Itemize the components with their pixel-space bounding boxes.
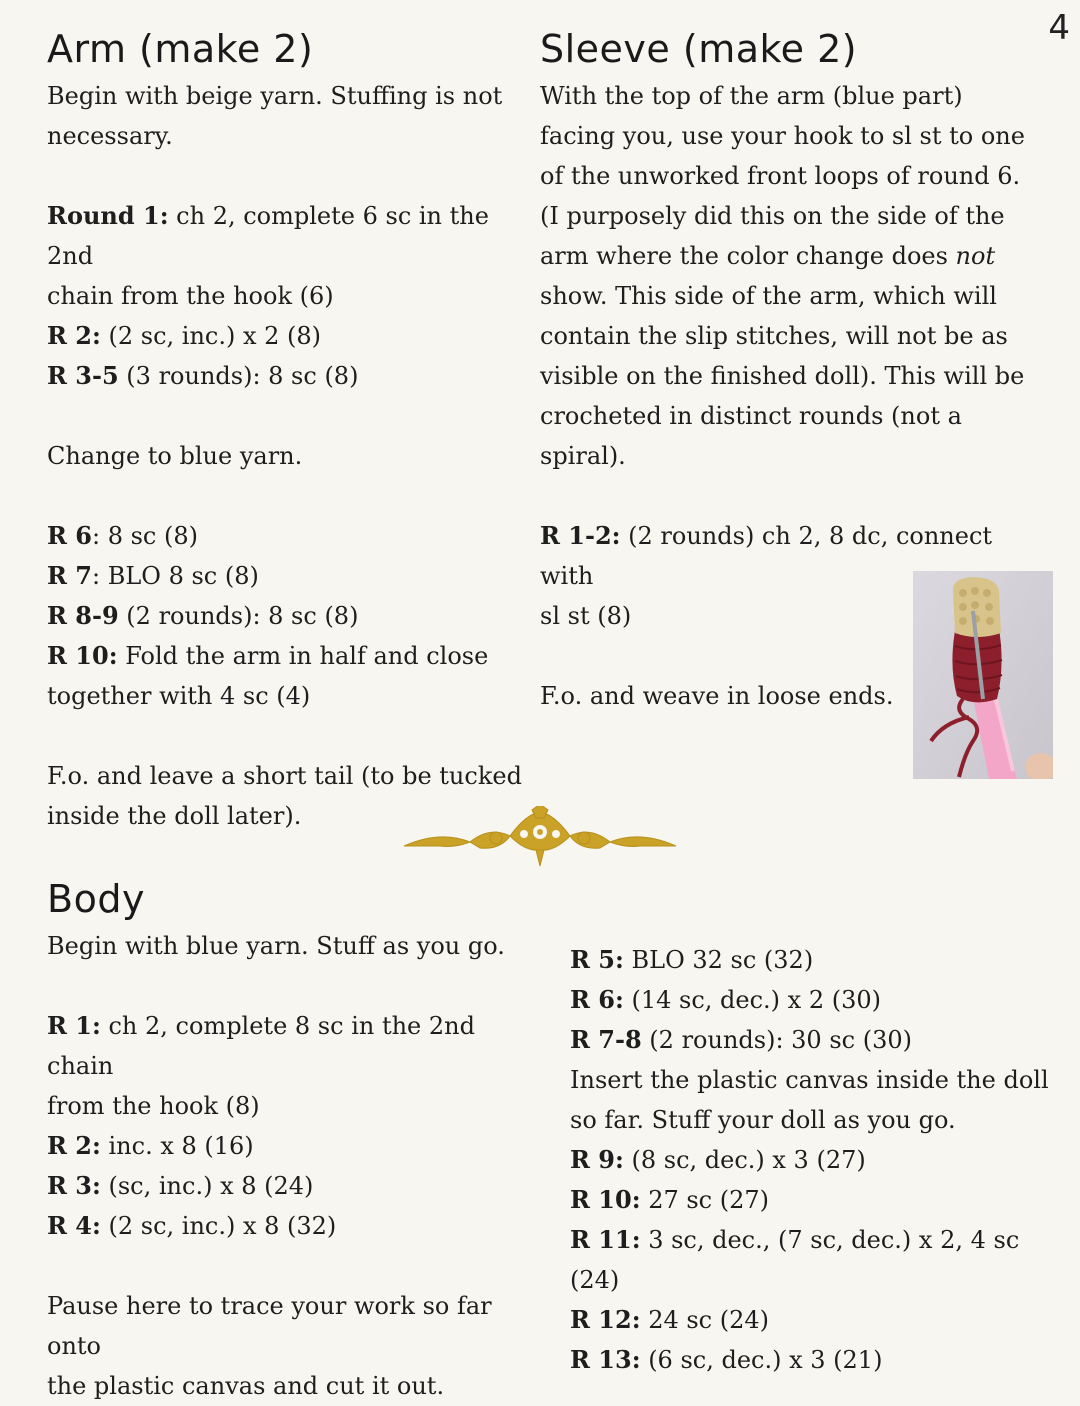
arm-intro-line-1: Begin with beige yarn. Stuffing is not	[47, 82, 503, 110]
round-label: R 10:	[47, 641, 118, 670]
sleeve-line-text: arm where the color change does	[540, 242, 956, 270]
body-round-1	[47, 1006, 547, 1086]
sleeve-line: crocheted in distinct rounds (not a	[540, 402, 962, 430]
arm-section	[47, 26, 527, 836]
body-round-2	[47, 1126, 547, 1166]
sleeve-line: spiral).	[540, 442, 626, 470]
emphasis-not: not	[955, 242, 996, 270]
round-text: ch 2, complete 8 sc in the 2nd chain	[47, 1012, 475, 1080]
body-instruction-line: so far. Stuff your doll as you go.	[570, 1106, 956, 1134]
body-section	[47, 876, 547, 1406]
round-label: R 12:	[570, 1305, 641, 1334]
body-pause-line-1: Pause here to trace your work so far onto	[47, 1292, 492, 1360]
round-text: (2 rounds): 8 sc (8)	[118, 602, 359, 630]
sleeve-line: visible on the finished doll). This will be	[540, 362, 1025, 390]
round-label: R 6	[47, 521, 92, 550]
round-text: (14 sc, dec.) x 2 (30)	[623, 986, 881, 1014]
round-text: BLO 32 sc (32)	[623, 946, 814, 974]
body-round-line	[570, 1220, 1060, 1300]
round-label: R 6:	[570, 985, 624, 1014]
sleeve-finish: F.o. and weave in loose ends.	[540, 682, 894, 710]
body-round-line	[570, 980, 1060, 1020]
body-round-4	[47, 1206, 547, 1246]
body-round-line	[570, 940, 1060, 980]
body-round-line	[570, 1180, 1060, 1220]
arm-round-8-9	[47, 596, 527, 636]
arm-change-color: Change to blue yarn.	[47, 442, 303, 470]
round-label: R 2:	[47, 1131, 101, 1160]
ornamental-divider	[400, 806, 680, 870]
crochet-sleeve-illustration	[913, 571, 1053, 779]
round-text: 27 sc (27)	[640, 1186, 770, 1214]
body-instruction-line: Insert the plastic canvas inside the doll	[570, 1066, 1049, 1094]
round-label: R 4:	[47, 1211, 101, 1240]
arm-round-1	[47, 196, 527, 276]
arm-round-1-cont: chain from the hook (6)	[47, 282, 334, 310]
round-label: R 2:	[47, 321, 101, 350]
sleeve-line: (I purposely did this on the side of the	[540, 202, 1005, 230]
sleeve-line: contain the slip stitches, will not be as	[540, 322, 1008, 350]
round-text: (2 sc, inc.) x 8 (32)	[100, 1212, 337, 1240]
round-label: R 7	[47, 561, 92, 590]
body-round-line	[570, 1300, 1060, 1340]
round-text: 24 sc (24)	[640, 1306, 770, 1334]
round-text: (2 rounds) ch 2, 8 dc, connect with	[540, 522, 993, 590]
round-text: Fold the arm in half and close	[117, 642, 489, 670]
sleeve-heading: Sleeve (make 2)	[540, 27, 858, 71]
round-label: R 3-5	[47, 361, 119, 390]
round-label: R 1-2:	[540, 521, 621, 550]
round-label: R 9:	[570, 1145, 624, 1174]
arm-finish-line-2: inside the doll later).	[47, 802, 302, 830]
round-text: : BLO 8 sc (8)	[92, 562, 259, 590]
arm-round-6	[47, 516, 527, 556]
round-label: R 13:	[570, 1345, 641, 1374]
sleeve-line: With the top of the arm (blue part)	[540, 82, 963, 110]
round-label: R 5:	[570, 945, 624, 974]
round-text: (2 sc, inc.) x 2 (8)	[100, 322, 322, 350]
body-intro: Begin with blue yarn. Stuff as you go.	[47, 932, 505, 960]
arm-finish-line-1: F.o. and leave a short tail (to be tucked	[47, 762, 522, 790]
arm-round-3-5	[47, 356, 527, 396]
round-text: (sc, inc.) x 8 (24)	[100, 1172, 314, 1200]
body-round-3	[47, 1166, 547, 1206]
arm-intro-line-2: necessary.	[47, 122, 173, 150]
sleeve-line: show. This side of the arm, which will	[540, 282, 997, 310]
round-text: 3 sc, dec., (7 sc, dec.) x 2, 4 sc (24)	[570, 1226, 1020, 1294]
arm-round-7	[47, 556, 527, 596]
round-label: R 10:	[570, 1185, 641, 1214]
body-round-line	[570, 1340, 1060, 1380]
round-text: inc. x 8 (16)	[100, 1132, 254, 1160]
arm-heading: Arm (make 2)	[47, 27, 314, 71]
body-round-1-cont: from the hook (8)	[47, 1092, 260, 1120]
round-text: (3 rounds): 8 sc (8)	[118, 362, 359, 390]
arm-round-10-cont: together with 4 sc (4)	[47, 682, 311, 710]
round-text: (8 sc, dec.) x 3 (27)	[623, 1146, 866, 1174]
body-rounds-continued	[570, 940, 1060, 1380]
round-label: R 8-9	[47, 601, 119, 630]
body-round-line	[570, 1020, 1060, 1060]
round-label: R 1:	[47, 1011, 101, 1040]
page-number: 4	[1048, 8, 1070, 48]
body-pause-line-2: the plastic canvas and cut it out.	[47, 1372, 445, 1400]
round-text: : 8 sc (8)	[92, 522, 198, 550]
sleeve-round-1-2-cont: sl st (8)	[540, 602, 632, 630]
arm-round-2	[47, 316, 527, 356]
body-heading: Body	[47, 877, 145, 921]
body-round-line	[570, 1140, 1060, 1180]
sleeve-line: facing you, use your hook to sl st to one	[540, 122, 1025, 150]
round-text: ch 2, complete 6 sc in the 2nd	[47, 202, 489, 270]
sleeve-photo	[913, 571, 1053, 779]
round-label: R 3:	[47, 1171, 101, 1200]
arm-round-10	[47, 636, 527, 676]
round-label: R 11:	[570, 1225, 641, 1254]
round-label: R 7-8	[570, 1025, 642, 1054]
round-text: (2 rounds): 30 sc (30)	[641, 1026, 912, 1054]
round-text: (6 sc, dec.) x 3 (21)	[640, 1346, 883, 1374]
sleeve-line: of the unworked front loops of round 6.	[540, 162, 1021, 190]
sleeve-line	[540, 236, 1040, 276]
gold-flourish-icon	[400, 806, 680, 870]
round-label: Round 1:	[47, 201, 169, 230]
